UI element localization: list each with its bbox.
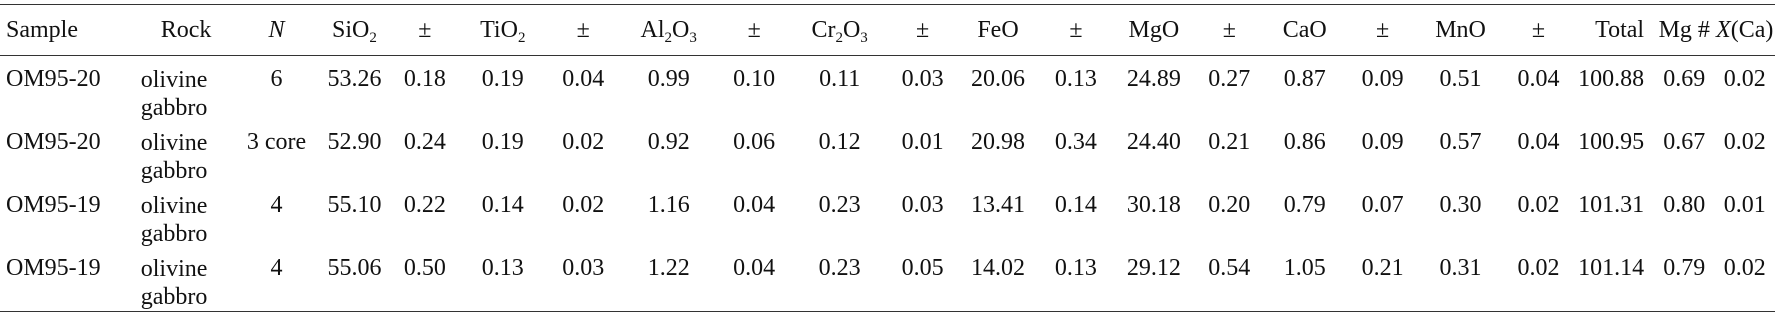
col-header-rock: Rock: [160, 16, 212, 43]
cell-mno-e: 0.02: [1517, 192, 1560, 218]
cell-mgo-e: 0.54: [1208, 255, 1251, 281]
cell-cao: 0.87: [1283, 66, 1326, 92]
col-header-tio2: TiO$_2$: [480, 16, 526, 46]
col-header-n: N: [268, 16, 285, 43]
cell-cao-e: 0.09: [1361, 129, 1404, 155]
cell-sio2-e: 0.18: [403, 66, 446, 92]
cell-tio2-e: 0.02: [562, 129, 605, 155]
cell-mno: 0.31: [1439, 255, 1482, 281]
cell-al2o3: 1.16: [647, 192, 690, 218]
col-header-mgo: MgO: [1128, 16, 1180, 43]
cell-al2o3-e: 0.06: [733, 129, 776, 155]
cell-feo-e: 0.14: [1054, 192, 1097, 218]
cell-total: 100.88: [1578, 66, 1645, 92]
cell-al2o3-e: 0.04: [733, 192, 776, 218]
cell-sio2: 55.10: [327, 192, 382, 218]
table-row: [0, 122, 1775, 185]
cell-sample: OM95-20: [6, 129, 101, 155]
header-row: [0, 5, 1775, 56]
col-header-pm: ±: [916, 16, 930, 43]
cell-sample: OM95-19: [6, 192, 101, 218]
cell-mgnum: 0.79: [1663, 255, 1706, 281]
cell-rock: [131, 56, 242, 123]
cell-total: 101.31: [1578, 192, 1645, 218]
cell-sio2-e: 0.24: [403, 129, 446, 155]
cell-al2o3: 0.92: [647, 129, 690, 155]
cell-feo: 14.02: [971, 255, 1025, 281]
cell-rock: [131, 248, 242, 312]
cell-tio2-e: 0.04: [562, 66, 605, 92]
cell-cao-e: 0.07: [1361, 192, 1404, 218]
cell-mgnum: 0.69: [1663, 66, 1706, 92]
cell-xca: 0.01: [1723, 192, 1766, 218]
col-header-cao: CaO: [1282, 16, 1327, 43]
cell-xca: 0.02: [1723, 129, 1766, 155]
cell-tio2: 0.19: [481, 66, 524, 92]
cell-feo: 20.98: [971, 129, 1025, 155]
cell-al2o3: 1.22: [647, 255, 690, 281]
cell-mgo: 24.40: [1126, 129, 1181, 155]
cell-cr2o3: 0.23: [818, 192, 861, 218]
cell-total: 101.14: [1578, 255, 1645, 281]
cell-mgo-e: 0.21: [1208, 129, 1251, 155]
cell-cr2o3-e: 0.01: [901, 129, 944, 155]
cell-n: 3 core: [246, 129, 307, 155]
cell-mgo: 30.18: [1126, 192, 1181, 218]
cell-cao: 1.05: [1283, 255, 1326, 281]
cell-sample: OM95-19: [6, 255, 101, 281]
col-header-sio2: SiO$_2$: [332, 16, 377, 46]
cell-sio2-e: 0.22: [403, 192, 446, 218]
cell-rock-line2: gabbro: [140, 221, 208, 247]
cell-mgnum: 0.80: [1663, 192, 1706, 218]
cell-n: 4: [270, 192, 283, 218]
col-header-cr2o3: $Cr_2O_3$: [811, 16, 868, 46]
cell-feo-e: 0.13: [1054, 255, 1097, 281]
cell-rock-line1: olivine: [140, 67, 208, 93]
cell-rock: [131, 122, 242, 185]
cell-mno-e: 0.02: [1517, 255, 1560, 281]
cell-n: 4: [270, 255, 283, 281]
cell-feo-e: 0.34: [1054, 129, 1097, 155]
col-header-mg-number: Mg #: [1658, 16, 1710, 43]
cell-cao-e: 0.21: [1361, 255, 1404, 281]
table-row: [0, 56, 1775, 123]
cell-cr2o3-e: 0.03: [901, 192, 944, 218]
col-header-pm: ±: [576, 16, 590, 43]
cell-cao: 0.79: [1283, 192, 1326, 218]
cell-rock-line1: olivine: [140, 256, 208, 282]
cell-rock-line2: gabbro: [140, 284, 208, 310]
cell-mno: 0.30: [1439, 192, 1482, 218]
cell-mgo: 24.89: [1126, 66, 1181, 92]
cell-al2o3-e: 0.04: [733, 255, 776, 281]
cell-feo: 13.41: [971, 192, 1025, 218]
col-header-pm: ±: [1531, 16, 1546, 43]
col-header-pm: ±: [747, 16, 761, 43]
cell-mgo: 29.12: [1126, 255, 1181, 281]
cell-al2o3-e: 0.10: [733, 66, 776, 92]
col-header-pm: ±: [1069, 16, 1083, 43]
cell-tio2: 0.14: [481, 192, 524, 218]
col-header-sample: Sample: [6, 16, 78, 43]
col-header-x-ca: X(Ca): [1716, 16, 1774, 43]
cell-rock-line1: olivine: [140, 193, 208, 219]
cell-mgo-e: 0.20: [1208, 192, 1251, 218]
cell-xca: 0.02: [1723, 255, 1766, 281]
cell-sio2: 52.90: [327, 129, 382, 155]
cell-mno: 0.57: [1439, 129, 1482, 155]
col-header-al2o3: $Al_2O_3$: [640, 16, 697, 46]
cell-tio2-e: 0.03: [562, 255, 605, 281]
table-row: [0, 248, 1775, 312]
cell-sample: OM95-20: [6, 66, 101, 92]
cell-cr2o3: 0.12: [818, 129, 861, 155]
col-header-feo: FeO: [977, 16, 1019, 43]
col-header-pm: ±: [418, 16, 432, 43]
col-header-pm: ±: [1376, 16, 1390, 43]
cell-rock-line2: gabbro: [140, 95, 208, 121]
cell-mgo-e: 0.27: [1208, 66, 1251, 92]
cell-tio2: 0.19: [481, 129, 524, 155]
cell-sio2-e: 0.50: [403, 255, 446, 281]
cell-mno: 0.51: [1439, 66, 1482, 92]
cell-mno-e: 0.04: [1517, 66, 1560, 92]
cell-rock-line2: gabbro: [140, 158, 208, 184]
col-header-total: Total: [1595, 16, 1645, 43]
cell-mgnum: 0.67: [1663, 129, 1706, 155]
cell-cao-e: 0.09: [1361, 66, 1404, 92]
cell-n: 6: [270, 66, 283, 92]
cell-feo: 20.06: [971, 66, 1025, 92]
col-header-mno: MnO: [1435, 16, 1486, 43]
cell-sio2: 53.26: [327, 66, 382, 92]
cell-xca: 0.02: [1723, 66, 1766, 92]
cell-al2o3: 0.99: [647, 66, 690, 92]
col-header-pm: ±: [1222, 16, 1236, 43]
cell-cao: 0.86: [1283, 129, 1326, 155]
table-body: [0, 56, 1775, 312]
cell-tio2-e: 0.02: [562, 192, 605, 218]
cell-total: 100.95: [1578, 129, 1645, 155]
cell-mno-e: 0.04: [1517, 129, 1560, 155]
cell-rock: [131, 185, 242, 248]
cell-sio2: 55.06: [327, 255, 382, 281]
pyroxene-composition-table: [0, 4, 1775, 312]
table-row: [0, 185, 1775, 248]
cell-tio2: 0.13: [481, 255, 524, 281]
cell-cr2o3: 0.23: [818, 255, 861, 281]
cell-cr2o3-e: 0.03: [901, 66, 944, 92]
cell-cr2o3: 0.11: [819, 66, 861, 92]
cell-rock-line1: olivine: [140, 130, 208, 156]
cell-feo-e: 0.13: [1054, 66, 1097, 92]
cell-cr2o3-e: 0.05: [901, 255, 944, 281]
